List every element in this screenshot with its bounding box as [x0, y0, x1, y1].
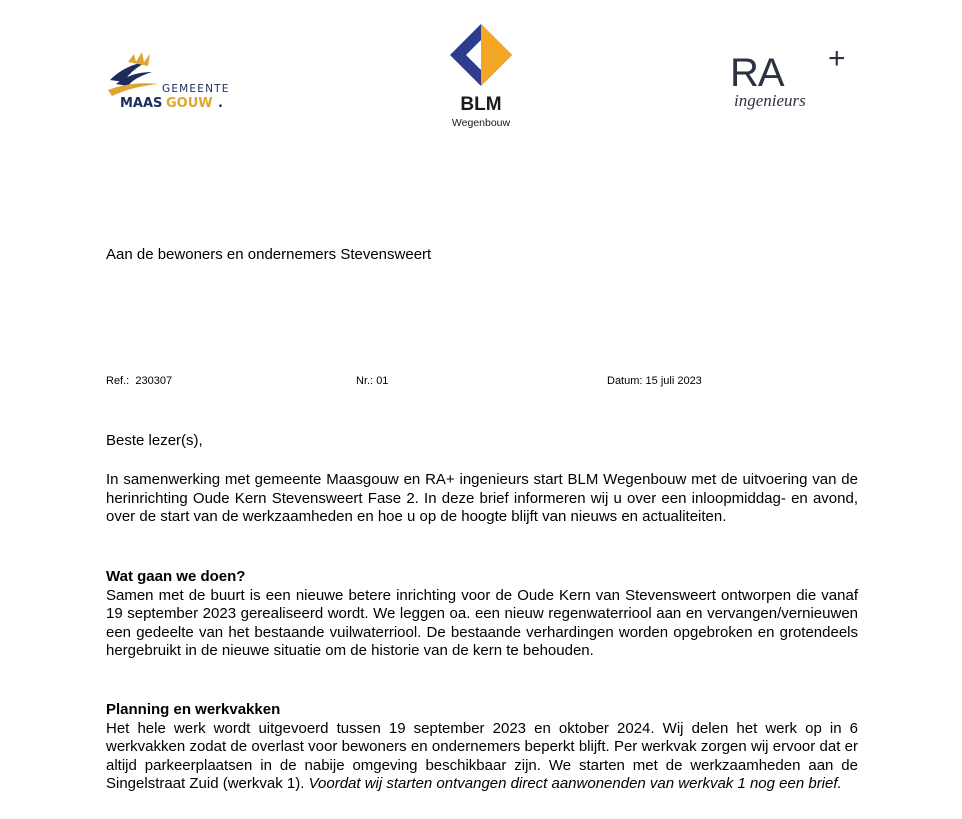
intro-paragraph [106, 471, 858, 527]
number-field [356, 375, 388, 387]
svg-text:+: + [828, 46, 846, 75]
number-label: Nr.: [356, 375, 374, 387]
blm-wegenbouw-logo [448, 22, 514, 130]
reference-label: Ref.: [106, 375, 130, 387]
section-text [106, 720, 858, 794]
svg-text:GEMEENTE: GEMEENTE [162, 83, 230, 95]
reference-field [106, 375, 172, 387]
svg-text:RA: RA [730, 51, 784, 95]
planning-text: Het hele werk wordt uitgevoerd tussen 19 september 2023 en oktober 2024. Wij delen het werk op in 6 werkvakken zodat de overlast voor bewoners en ondernemers beperkt blijft. Per werkvak zorgen wij ervoor dat er altijd parkeerplaatsen in de nabije omgeving beschikbaar zijn. We starten met de werkzaamheden aan de Singelstraat Zuid (werkvak 1). [106, 719, 858, 793]
date-value: 15 juli 2023 [645, 375, 702, 387]
svg-text:ingenieurs: ingenieurs [734, 91, 806, 110]
svg-text:BLM: BLM [460, 94, 502, 115]
letter-addressee: Aan de bewoners en ondernemers Stevensweert [106, 246, 432, 263]
section-wat-gaan-we-doen [106, 568, 858, 661]
svg-text:MAAS: MAAS [120, 96, 163, 110]
planning-italic-note: Voordat wij starten ontvangen direct aanwonenden van werkvak 1 nog een brief. [308, 775, 842, 793]
number-value: 01 [376, 375, 389, 387]
blm-diamond-emblem [448, 22, 514, 130]
section-text: Samen met de buurt is een nieuwe betere inrichting voor de Oude Kern van Stevensweert ontworpen die vanaf 19 september 2023 gerealiseerd wordt. We leggen oa. een nieuw regenwaterriool aan en vervangen/vernieuwen een gedeelte van het bestaande vuilwaterriool. De bestaande verhardingen worden opgebroken en grotendeels hergebruikt in de nieuwe situatie om de historie van de kern te behouden. [106, 586, 858, 660]
section-heading: Wat gaan we doen? [106, 568, 246, 585]
section-planning [106, 701, 858, 794]
intro-text: In samenwerking met gemeente Maasgouw en RA+ ingenieurs start BLM Wegenbouw met de uitvoering van de herinrichting Oude Kern Stevensweert Fase 2. In deze brief informeren wij u over een inloopmiddag- en avond, over de start van de werkzaamheden en hoe u op de hoogte blijft van nieuws en actualiteiten. [106, 471, 858, 526]
ra-emblem [730, 46, 860, 116]
reference-value: 230307 [135, 375, 173, 387]
svg-text:Wegenbouw: Wegenbouw [451, 117, 511, 129]
section-heading: Planning en werkvakken [106, 701, 281, 718]
svg-text:.: . [218, 96, 223, 110]
date-label: Datum: [607, 375, 643, 387]
salutation: Beste lezer(s), [106, 432, 203, 449]
date-field [607, 375, 702, 387]
svg-text:GOUW: GOUW [166, 96, 213, 110]
gemeente-maasgouw-logo [106, 50, 234, 110]
ra-ingenieurs-logo [730, 46, 860, 116]
maasgouw-emblem [106, 50, 234, 110]
